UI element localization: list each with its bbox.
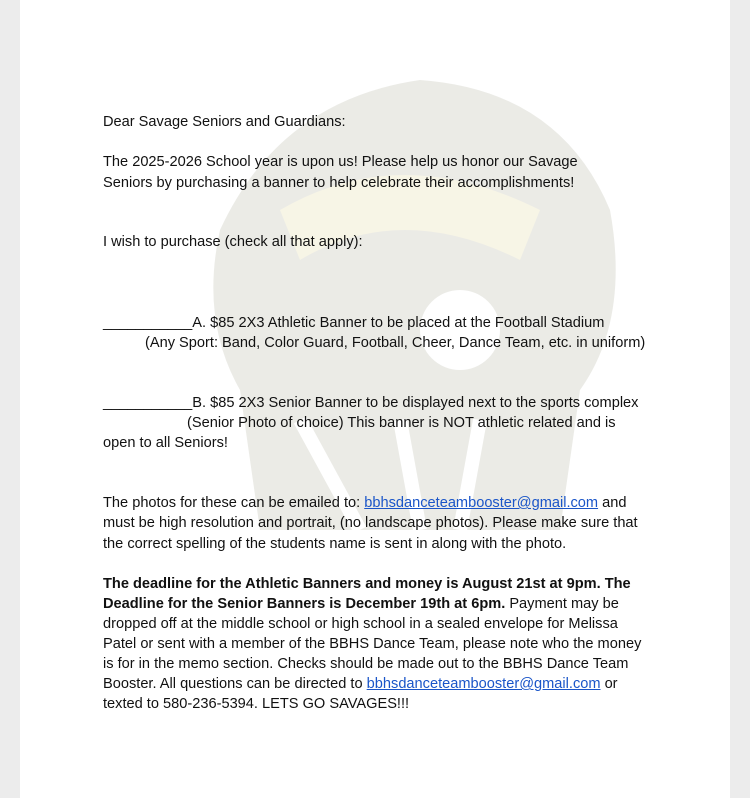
intro-line: Seniors by purchasing a banner to help celebrate their accomplishments! bbox=[103, 175, 575, 191]
greeting: Dear Savage Seniors and Guardians: bbox=[103, 114, 346, 130]
text: Booster. All questions can be directed to bbox=[103, 676, 367, 692]
deadline-line bbox=[103, 674, 618, 694]
text: and bbox=[598, 495, 627, 511]
deadline-line: texted to 580-236-5394. LETS GO SAVAGES!!! bbox=[103, 696, 410, 712]
photos-line bbox=[103, 493, 626, 513]
deadline-line: is for in the memo section. Checks should be made out to the BBHS Dance Team bbox=[103, 656, 629, 672]
text: The photos for these can be emailed to: bbox=[103, 495, 365, 511]
photos-line: the correct spelling of the students name is sent in along with the photo. bbox=[103, 536, 567, 552]
intro-line: The 2025-2026 School year is upon us! Please help us honor our Savage bbox=[103, 154, 578, 170]
text: or bbox=[600, 676, 618, 692]
option-b bbox=[103, 393, 638, 413]
purchase-prompt: I wish to purchase (check all that apply): bbox=[103, 234, 363, 250]
photos-line: must be high resolution and portrait, (no landscape photos). Please make sure that bbox=[103, 515, 638, 531]
deadline-bold: Deadline for the Senior Banners is December 19th at 6pm. bbox=[103, 596, 506, 612]
option-b-label: B. $85 2X3 Senior Banner to be displayed next to the sports complex bbox=[192, 395, 639, 411]
deadline-line bbox=[103, 594, 619, 614]
option-b-note: (Senior Photo of choice) This banner is NOT athletic related and is bbox=[187, 415, 616, 431]
option-a-label: A. $85 2X3 Athletic Banner to be placed at the Football Stadium bbox=[192, 315, 605, 331]
email-link[interactable]: bbhsdanceteambooster@gmail.com bbox=[366, 676, 601, 692]
deadline-line: Patel or sent with a member of the BBHS Dance Team, please note who the money bbox=[103, 636, 642, 652]
option-a bbox=[103, 313, 604, 333]
option-a-note: (Any Sport: Band, Color Guard, Football, Cheer, Dance Team, etc. in uniform) bbox=[145, 335, 646, 351]
deadline-bold: The deadline for the Athletic Banners and money is August 21st at 9pm. The bbox=[103, 576, 631, 592]
option-b-note-cont: open to all Seniors! bbox=[103, 435, 228, 451]
email-link[interactable]: bbhsdanceteambooster@gmail.com bbox=[364, 495, 599, 511]
text: Payment may be bbox=[505, 596, 619, 612]
deadline-line bbox=[103, 574, 631, 594]
option-b-blank[interactable]: ___________ bbox=[103, 395, 193, 411]
deadline-line: dropped off at the middle school or high school in a sealed envelope for Melissa bbox=[103, 616, 618, 632]
option-a-blank[interactable]: ___________ bbox=[103, 315, 193, 331]
